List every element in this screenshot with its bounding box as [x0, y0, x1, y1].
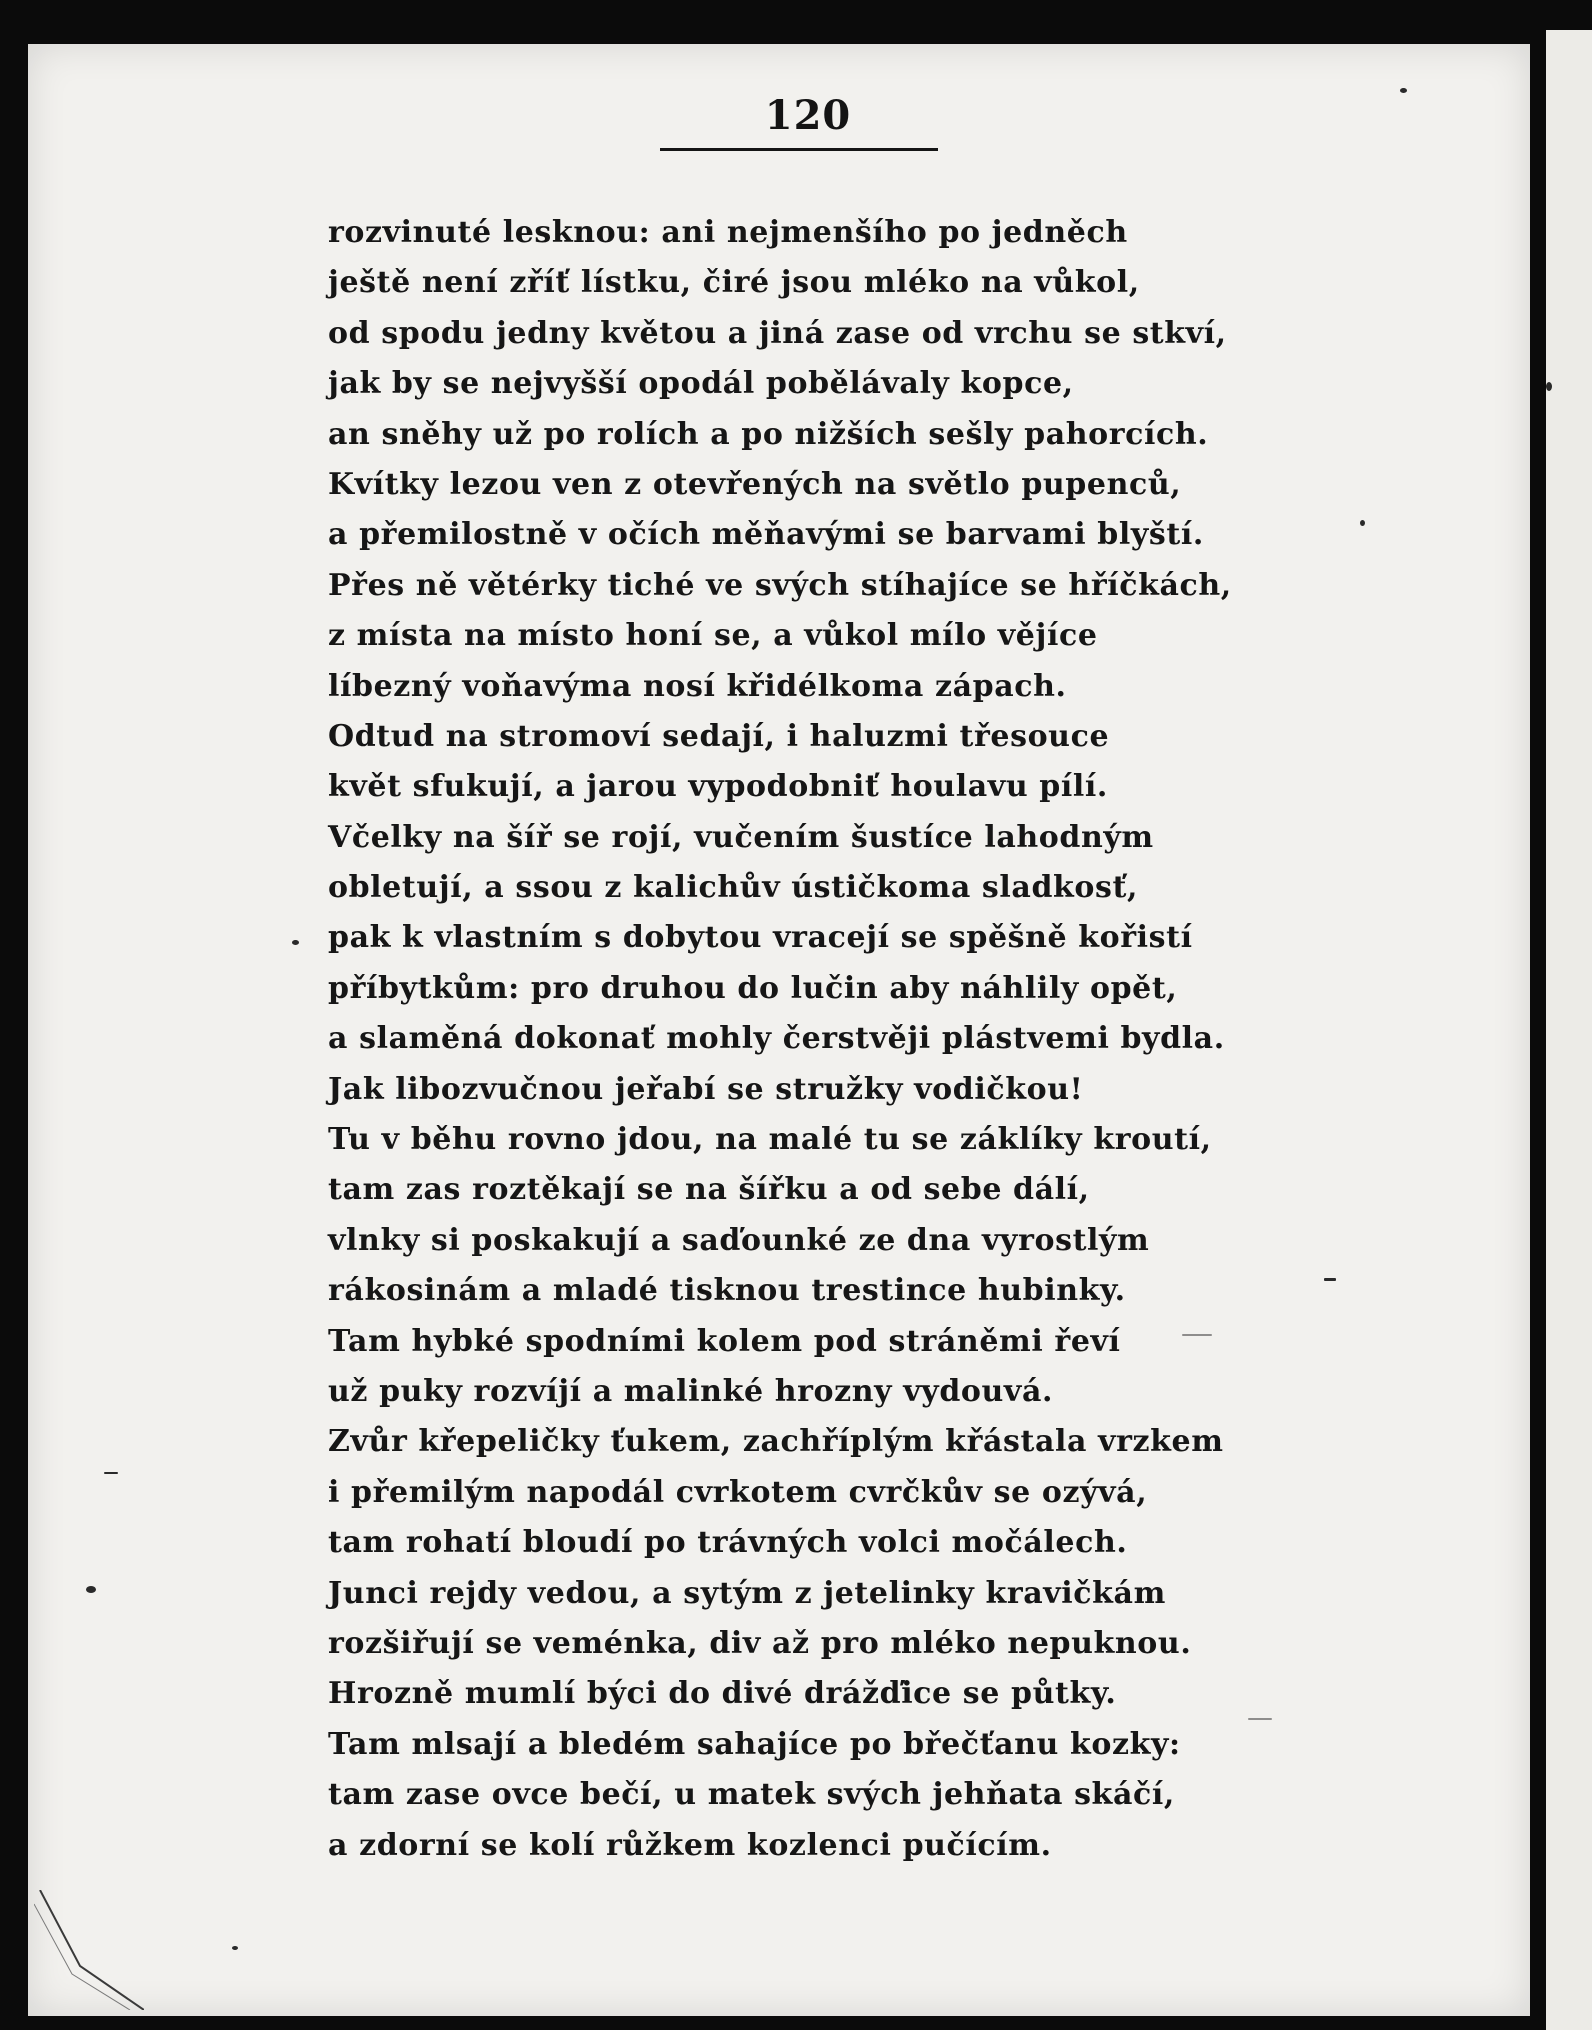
poem-line: a zdorní se kolí růžkem kozlenci pučícím. [328, 1827, 1052, 1863]
poem-line: líbezný voňavýma nosí křidélkoma zápach. [328, 668, 1067, 704]
poem-line: Odtud na stromoví sedají, i haluzmi třesouce [328, 718, 1110, 754]
poem-line: Přes ně větérky tiché ve svých stíhajíce se hříčkách, [328, 567, 1232, 603]
poem-line: Kvítky lezou ven z otevřených na světlo pupenců, [328, 466, 1182, 502]
page-number: 120 [764, 92, 852, 139]
poem-line: an sněhy už po rolích a po nižších sešly pahorcích. [328, 416, 1209, 452]
poem-line: Jak libozvučnou jeřabí se stružky vodičkou! [328, 1071, 1084, 1107]
poem-line: od spodu jedny květou a jiná zase od vrchu se stkví, [328, 315, 1227, 351]
scan-speck [232, 1946, 238, 1950]
poem-line: tam rohatí bloudí po trávných volci močálech. [328, 1525, 1128, 1561]
scan-speck [104, 1472, 118, 1474]
poem-line: květ sfukují, a jarou vypodobniť houlavu pílí. [328, 769, 1108, 805]
poem-line: rákosinám a mladé tisknou trestince hubinky. [328, 1273, 1126, 1309]
poem-line: Tam mlsají a bledém sahajíce po břečťanu kozky: [328, 1726, 1181, 1762]
scan-speck [1546, 382, 1552, 391]
scan-speck [1400, 88, 1407, 93]
poem-line: vlnky si poskakují a saďounké ze dna vyrostlým [328, 1222, 1150, 1258]
poem-line: tam zase ovce bečí, u matek svých jehňata skáčí, [328, 1777, 1175, 1813]
poem-line: Hrozně mumlí býci do divé drážďice se půtky. [328, 1676, 1117, 1712]
poem-line: i přemilým napodál cvrkotem cvrčkův se ozývá, [328, 1474, 1148, 1510]
poem-line: jak by se nejvyšší opodál pobělávaly kopce, [328, 366, 1074, 402]
poem-line: obletují, a ssou z kalichův ústičkoma sladkosť, [328, 870, 1139, 906]
poem-line: rozvinuté lesknou: ani nejmenšího po jedněch [328, 215, 1128, 250]
page-corner-fold [34, 1890, 144, 2010]
scan-speck [1248, 1718, 1272, 1720]
poem-line: příbytkům: pro druhou do lučin aby náhlily opět, [328, 970, 1178, 1006]
scan-speck [1360, 520, 1365, 526]
header-rule [660, 148, 938, 151]
poem-line: už puky rozvíjí a malinké hrozny vydouvá. [328, 1373, 1054, 1409]
scan-speck [292, 940, 299, 945]
poem-text [328, 208, 1328, 1871]
poem-line: Junci rejdy vedou, a sytým z jetelinky kravičkám [328, 1575, 1166, 1611]
scan-speck [1324, 1278, 1336, 1281]
poem-line: Včelky na šíř se rojí, vučením šustíce lahodným [328, 819, 1154, 855]
scan-speck [86, 1586, 96, 1593]
scan-speck [1182, 1334, 1212, 1336]
poem-line: ještě není zříť lístku, čiré jsou mléko na vůkol, [328, 265, 1140, 301]
adjacent-page-edge [1546, 30, 1592, 2030]
poem-line: Tu v běhu rovno jdou, na malé tu se záklíky kroutí, [328, 1122, 1212, 1158]
poem-line: Tam hybké spodními kolem pod stráněmi řeví [328, 1323, 1121, 1359]
poem-line: tam zas roztěkají se na šířku a od sebe dálí, [328, 1172, 1090, 1208]
poem-line: a přemilostně v očích měňavými se barvami blyští. [328, 517, 1204, 553]
poem-line: z místa na místo honí se, a vůkol mílo věјíce [328, 618, 1098, 654]
poem-line: rozšiřují se veménka, div až pro mléko nepuknou. [328, 1625, 1192, 1661]
poem-line: pak k vlastním s dobytou vracejí se spěšně kořistí [328, 920, 1193, 956]
poem-line: a slaměná dokonať mohly čerstvěji plástvemi bydla. [328, 1021, 1225, 1057]
poem-line: Zvůr křepeličky ťukem, zachříplým křástala vrzkem [328, 1424, 1224, 1460]
